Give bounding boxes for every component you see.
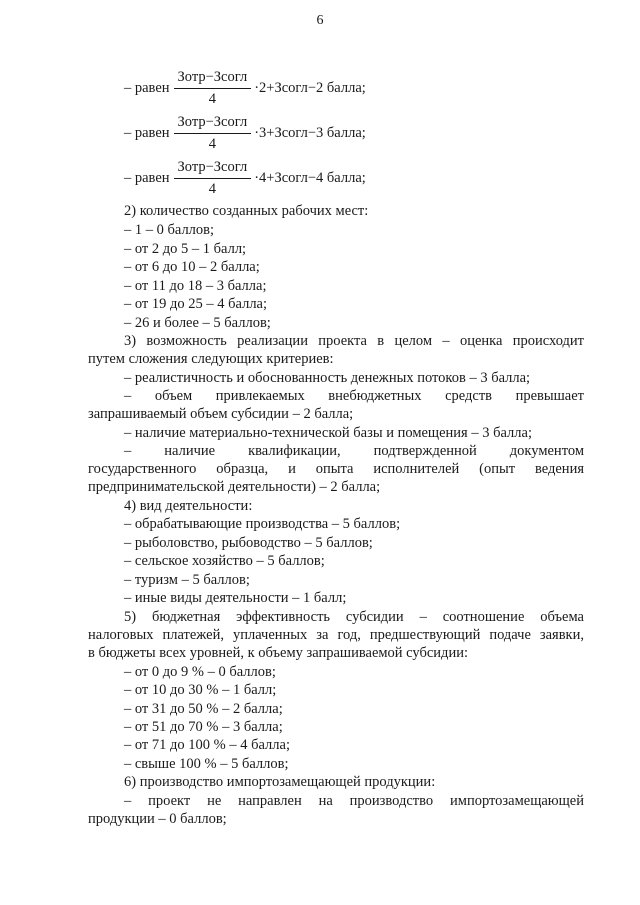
paragraph-line: предпринимательской деятельности) – 2 балла; — [88, 479, 381, 495]
list-item: – 26 и более – 5 баллов; — [124, 315, 271, 331]
fraction-denominator: 4 — [208, 90, 216, 107]
list-item: – объем привлекаемых внебюджетных средств превышает — [124, 388, 584, 404]
list-item: – 1 – 0 баллов; — [124, 222, 215, 238]
paragraph-line: продукции – 0 баллов; — [88, 811, 227, 827]
list-item: – от 51 до 70 % – 3 балла; — [124, 719, 283, 735]
paragraph-line: путем сложения следующих критериев: — [88, 351, 334, 367]
list-item: – от 71 до 100 % – 4 балла; — [124, 737, 290, 753]
section-heading: 2) количество созданных рабочих мест: — [124, 203, 369, 219]
list-item: – сельское хозяйство – 5 баллов; — [124, 553, 325, 569]
list-item: – наличие материально-технической базы и помещения – 3 балла; — [124, 425, 532, 441]
list-item: – от 31 до 50 % – 2 балла; — [124, 701, 283, 717]
paragraph-line: в бюджеты всех уровней, к объему запрашиваемой субсидии: — [88, 645, 468, 661]
paragraph-line: налоговых платежей, уплаченных за год, предшествующий подаче заявки, — [88, 627, 584, 643]
page-number: 6 — [316, 13, 324, 28]
fraction-denominator: 4 — [208, 180, 216, 197]
list-item: – от 2 до 5 – 1 балл; — [124, 241, 247, 257]
list-item: – рыболовство, рыбоводство – 5 баллов; — [124, 535, 373, 551]
formula-prefix: – равен — [124, 124, 170, 141]
list-item: – обрабатывающие производства – 5 баллов; — [124, 516, 401, 532]
formula-prefix: – равен — [124, 79, 170, 96]
fraction-numerator: Зотр−Зсогл — [174, 160, 252, 179]
fraction — [174, 115, 252, 151]
paragraph-line: запрашиваемый объем субсидии – 2 балла; — [88, 406, 354, 422]
list-item: – от 10 до 30 % – 1 балл; — [124, 682, 277, 698]
list-item: – реалистичность и обоснованность денежных потоков – 3 балла; — [124, 370, 531, 386]
list-item: – от 6 до 10 – 2 балла; — [124, 259, 260, 275]
list-item: – от 11 до 18 – 3 балла; — [124, 278, 267, 294]
section-heading: 5) бюджетная эффективность субсидии – соотношение объема — [124, 609, 584, 625]
formula-suffix: ·4+Зсогл−4 балла; — [254, 169, 366, 186]
formula-suffix: ·3+Зсогл−3 балла; — [254, 124, 366, 141]
fraction — [174, 70, 252, 106]
fraction — [174, 160, 252, 196]
section-heading: 3) возможность реализации проекта в целом – оценка происходит — [124, 333, 584, 349]
formula-prefix: – равен — [124, 169, 170, 186]
section-heading: 6) производство импортозамещающей продукции: — [124, 774, 436, 790]
list-item: – от 0 до 9 % – 0 баллов; — [124, 664, 276, 680]
fraction-denominator: 4 — [208, 135, 216, 152]
list-item: – проект не направлен на производство импортозамещающей — [124, 793, 584, 809]
list-item: – наличие квалификации, подтвержденной документом — [124, 443, 584, 459]
section-heading: 4) вид деятельности: — [124, 498, 253, 514]
list-item: – туризм – 5 баллов; — [124, 572, 250, 588]
list-item: – от 19 до 25 – 4 балла; — [124, 296, 268, 312]
list-item: – иные виды деятельности – 1 балл; — [124, 590, 347, 606]
formula-line — [124, 152, 366, 204]
fraction-numerator: Зотр−Зсогл — [174, 115, 252, 134]
list-item: – свыше 100 % – 5 баллов; — [124, 756, 289, 772]
fraction-numerator: Зотр−Зсогл — [174, 70, 252, 89]
paragraph-line: государственного образца, и опыта исполнителей (опыт ведения — [88, 461, 584, 477]
formula-suffix: ·2+Зсогл−2 балла; — [254, 79, 366, 96]
